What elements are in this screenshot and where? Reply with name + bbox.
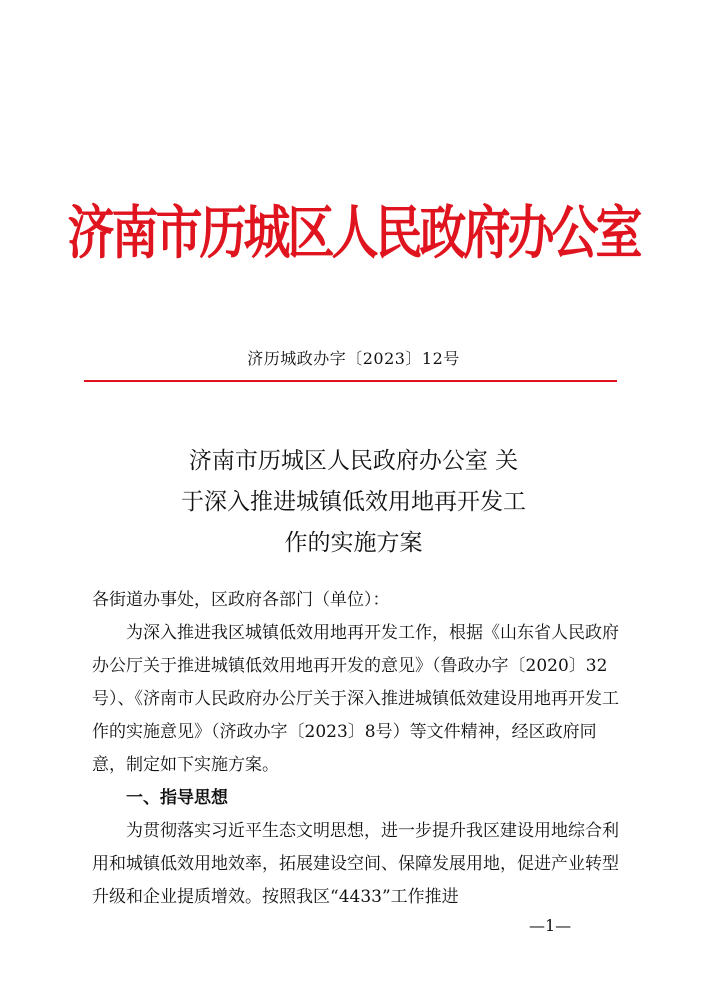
title-line-2: 于深入推进城镇低效用地再开发工 xyxy=(181,489,526,515)
title-line-3: 作的实施方案 xyxy=(284,530,423,556)
masthead-title: 济南市历城区人民政府办公室 xyxy=(67,200,640,268)
document-title xyxy=(130,441,577,564)
title-line-1: 济南市历城区人民政府办公室 关 xyxy=(188,448,519,474)
section-heading-guiding-ideology: 一、指导思想 xyxy=(126,788,228,808)
document-body xyxy=(92,584,622,914)
salutation: 各街道办事处，区政府各部门（单位）： xyxy=(92,590,390,610)
paragraph-guiding-ideology: 为贯彻落实习近平生态文明思想，进一步提升我区建设用地综合利用和城镇低效用地效率，拓展建设空间、保障发展用地，促进产业转型升级和企业提质增效。按照我区“4433”工作推进 xyxy=(92,821,619,907)
red-divider-line xyxy=(84,380,617,382)
paragraph-intro: 为深入推进我区城镇低效用地再开发工作，根据《山东省人民政府办公厅关于推进城镇低效用地再开发的意见》（鲁政办字〔2020〕32号）、《济南市人民政府办公厅关于深入推进城镇低效建设用地再开发工作的实施意见》（济政办字〔2023〕8号）等文件精神，经区政府同意，制定如下实施方案。 xyxy=(92,623,619,775)
document-number: 济历城政办字〔2023〕12号 xyxy=(247,349,460,368)
page-number: —1— xyxy=(529,916,572,935)
